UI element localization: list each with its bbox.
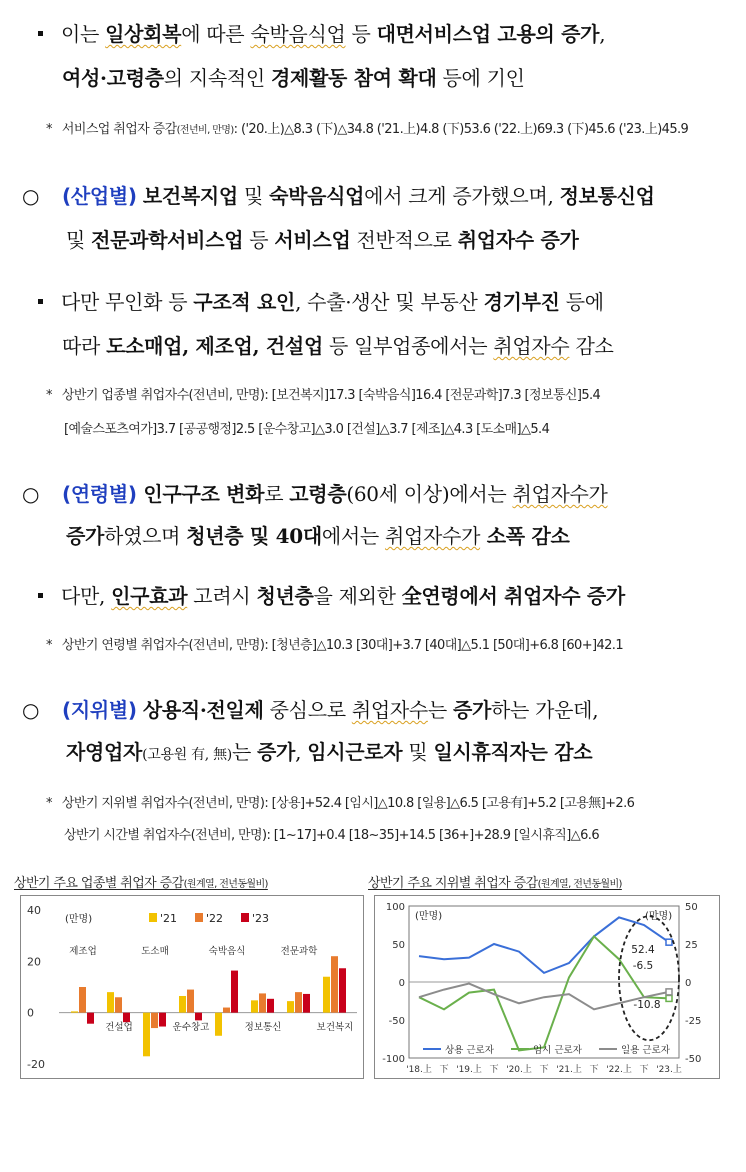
x-tick-label: 下 [439, 1065, 449, 1075]
bar [71, 1011, 78, 1012]
left-chart-caption: 상반기 주요 업종별 취업자 증감(원계열, 전년동월비) [14, 876, 268, 891]
category-label: 보건복지 [316, 1022, 354, 1033]
legend-label: '22 [206, 912, 224, 925]
annotation-label: 52.4 [631, 944, 655, 957]
section-industry-cont: 및 전문과학서비스업 등 서비스업 전반적으로 취업자수 증가 [66, 228, 579, 252]
asterisk-icon: * [46, 122, 52, 137]
y-tick-label-right: 0 [685, 978, 692, 989]
asterisk-icon: * [46, 796, 52, 811]
bar [143, 1013, 150, 1057]
bar [215, 1013, 222, 1036]
y-tick-label: 0 [27, 1006, 34, 1020]
category-label: 전문과학 [280, 946, 318, 957]
y-tick-label-right: 25 [685, 940, 698, 951]
bar [287, 1001, 294, 1013]
industry-bar-chart-svg [21, 896, 363, 1078]
x-tick-label: 下 [539, 1065, 549, 1075]
bar [179, 996, 186, 1013]
footnote-cont: [예술스포츠여가]3.7 [공공행정]2.5 [운수창고]△3.0 [건설]△3.7 [제조]△4.3 [도소매]△5.4 [64, 422, 550, 437]
x-tick-label: '19.上 [456, 1065, 482, 1075]
asterisk-icon: * [46, 638, 52, 653]
bar [115, 997, 122, 1012]
highlight-ellipse [619, 916, 679, 1040]
unit-label: (만명) [65, 914, 93, 925]
bar [339, 968, 346, 1012]
unit-label-right: (만명) [645, 911, 673, 922]
y-tick-label: 40 [27, 904, 41, 917]
legend-swatch [149, 913, 157, 922]
bar [295, 992, 302, 1013]
status-line-chart [374, 895, 720, 1079]
x-tick-label: '22.上 [606, 1065, 632, 1075]
x-tick-label: '18.上 [406, 1065, 432, 1075]
bar [159, 1013, 166, 1027]
footnote: * 상반기 업종별 취업자수(전년비, 만명): [보건복지]17.3 [숙박음식]16.4 [전문과학]7.3 [정보통신]5.4 [46, 388, 601, 403]
x-tick-label: '20.上 [506, 1065, 532, 1075]
bar [331, 956, 338, 1012]
section-age: ○ (연령별) 인구구조 변화로 고령층(60세 이상)에서는 취업자수가 [22, 482, 608, 506]
footnote: * 상반기 연령별 취업자수(전년비, 만명): [청년층]△10.3 [30대]+3.7 [40대]△5.1 [50대]+6.8 [60+]42.1 [46, 638, 624, 653]
bar [187, 990, 194, 1013]
y-tick-label-left: 0 [398, 978, 405, 989]
legend-label: 임시 근로자 [533, 1045, 582, 1056]
section-status-cont: 자영업자(고용원 有, 無)는 증가, 임시근로자 및 일시휴직자는 감소 [66, 740, 593, 764]
right-chart-caption: 상반기 주요 지위별 취업자 증감(원계열, 전년동월비) [368, 876, 622, 891]
category-label: 도소매 [141, 946, 169, 957]
y-tick-label-right: 50 [685, 902, 698, 913]
bar [223, 1008, 230, 1013]
series-end-marker [666, 939, 672, 945]
legend-swatch [241, 913, 249, 922]
legend-label: 일용 근로자 [621, 1045, 670, 1056]
legend-swatch [195, 913, 203, 922]
annotation-label: -6.5 [632, 960, 654, 973]
bullet-line: 이는 일상회복에 따른 숙박음식업 등 대면서비스업 고용의 증가, [38, 18, 605, 47]
bar [259, 993, 266, 1012]
y-tick-label-right: -25 [685, 1016, 702, 1027]
square-bullet-icon [38, 31, 43, 36]
x-tick-label: 下 [489, 1065, 499, 1075]
series-end-marker [666, 995, 672, 1001]
section-age-cont: 증가하였으며 청년층 및 40대에서는 취업자수가 소폭 감소 [66, 524, 570, 548]
footnote: * 서비스업 취업자 증감(전년비, 만명): ('20.上)△8.3 (下)△34.8 ('21.上)4.8 (下)53.6 ('22.上)69.3 (下)45.6 ('23.上)45.9 [46, 122, 689, 137]
unit-label-left: (만명) [415, 911, 443, 922]
category-label: 제조업 [69, 946, 97, 957]
y-tick-label-left: 50 [392, 940, 405, 951]
y-tick-label-right: -50 [685, 1054, 702, 1065]
bar [231, 971, 238, 1013]
legend-label: '23 [252, 912, 270, 925]
bar [195, 1013, 202, 1021]
y-tick-label: 20 [27, 955, 41, 969]
category-label: 운수창고 [172, 1022, 210, 1033]
annotation-label: -10.8 [633, 998, 661, 1011]
category-label: 건설업 [105, 1022, 133, 1033]
footnote-cont: 상반기 시간별 취업자수(전년비, 만명): [1~17]+0.4 [18~35]+14.5 [36+]+28.9 [일시휴직]△6.6 [64, 828, 599, 843]
x-tick-label: 下 [589, 1065, 599, 1075]
bullet-line-cont: 따라 도소매업, 제조업, 건설업 등 일부업종에서는 취업자수 감소 [62, 334, 614, 358]
x-tick-label: '23.上 [656, 1065, 682, 1075]
bullet-line: 다만 무인화 등 구조적 요인, 수출·생산 및 부동산 경기부진 등에 [38, 286, 604, 315]
y-tick-label: -20 [27, 1058, 45, 1071]
bullet-line-cont: 여성·고령층의 지속적인 경제활동 참여 확대 등에 기인 [62, 66, 525, 90]
category-label: 정보통신 [244, 1022, 282, 1033]
circle-bullet-icon: ○ [22, 482, 40, 506]
category-label: 숙박음식 [208, 946, 246, 957]
section-status: ○ (지위별) 상용직·전일제 중심으로 취업자수는 증가하는 가운데, [22, 698, 599, 722]
x-tick-label: '21.上 [556, 1065, 582, 1075]
x-tick-label: 下 [639, 1065, 649, 1075]
status-line-chart-svg [375, 896, 719, 1078]
asterisk-icon: * [46, 388, 52, 403]
circle-bullet-icon: ○ [22, 698, 40, 722]
legend-label: 상용 근로자 [445, 1045, 494, 1056]
y-tick-label-left: -100 [382, 1054, 405, 1065]
bar [87, 1013, 94, 1024]
bar [267, 999, 274, 1013]
y-tick-label-left: -50 [388, 1016, 405, 1027]
bar [151, 1013, 158, 1028]
series-line [419, 984, 669, 1010]
circle-bullet-icon: ○ [22, 184, 40, 208]
bar [123, 1013, 130, 1022]
bullet-line: 다만, 인구효과 고려시 청년층을 제외한 全연령에서 취업자수 증가 [38, 580, 625, 609]
bar [323, 977, 330, 1013]
y-tick-label-left: 100 [385, 902, 405, 913]
section-industry: ○ (산업별) 보건복지업 및 숙박음식업에서 크게 증가했으며, 정보통신업 [22, 184, 655, 208]
bar [107, 992, 114, 1013]
legend-label: '21 [160, 912, 178, 925]
bar [303, 994, 310, 1013]
square-bullet-icon [38, 299, 43, 304]
series-end-marker [666, 989, 672, 995]
bar [251, 1000, 258, 1012]
square-bullet-icon [38, 593, 43, 598]
bar [79, 987, 86, 1013]
industry-bar-chart [20, 895, 364, 1079]
footnote: * 상반기 지위별 취업자수(전년비, 만명): [상용]+52.4 [임시]△10.8 [일용]△6.5 [고용有]+5.2 [고용無]+2.6 [46, 796, 635, 811]
